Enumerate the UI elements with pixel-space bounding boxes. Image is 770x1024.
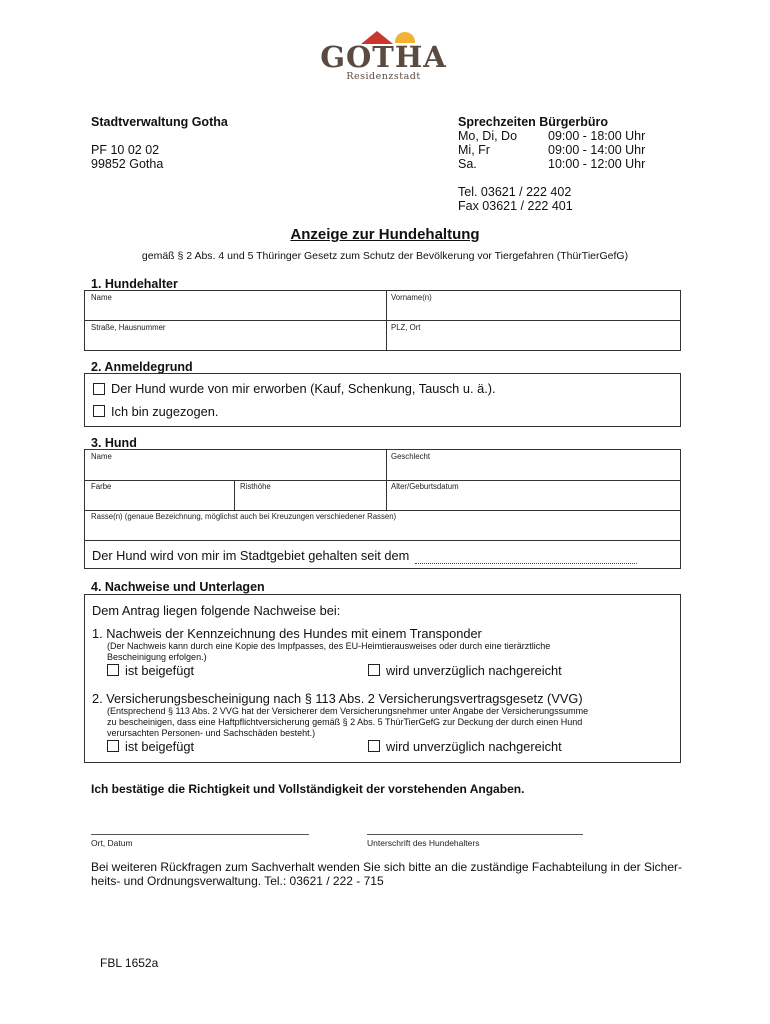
dog-breed-label: Rasse(n) (genaue Bezeichnung, möglichst auch bei Kreuzungen verschiedener Rassen) <box>91 512 397 521</box>
sender-city: 99852 Gotha <box>91 157 164 171</box>
transponder-later-checkbox[interactable] <box>368 664 380 676</box>
fax-number: Fax 03621 / 222 401 <box>458 199 573 213</box>
section-3-heading: 3. Hund <box>91 436 137 450</box>
insurance-attached-checkbox[interactable] <box>107 740 119 752</box>
dog-age-label: Alter/Geburtsdatum <box>391 482 459 491</box>
owner-firstname-label: Vorname(n) <box>391 293 432 302</box>
divider <box>85 480 680 481</box>
acquired-label: Der Hund wurde von mir erworben (Kauf, Schenkung, Tausch u. ä.). <box>111 381 496 396</box>
section-4-heading: 4. Nachweise und Unterlagen <box>91 580 265 594</box>
dog-sex-label: Geschlecht <box>391 452 431 461</box>
insurance-attached-label: ist beigefügt <box>125 739 195 754</box>
since-date-line[interactable] <box>415 563 637 564</box>
owner-street-label: Straße, Hausnummer <box>91 323 166 332</box>
owner-box <box>84 290 681 351</box>
since-label: Der Hund wird von mir im Stadtgebiet gehalten seit dem <box>92 548 410 563</box>
section-1-heading: 1. Hundehalter <box>91 277 178 291</box>
divider <box>85 540 680 541</box>
insurance-title: 2. Versicherungsbescheinigung nach § 113 Abs. 2 Versicherungsvertragsgesetz (VVG) <box>92 691 583 706</box>
footer-line-1: Bei weiteren Rückfragen zum Sachverhalt wenden Sie sich bitte an die zuständige Fachabteilung in der Sicher- <box>91 860 682 874</box>
acquired-checkbox[interactable] <box>93 383 105 395</box>
gotha-logo <box>313 24 454 86</box>
divider <box>85 510 680 511</box>
dog-box <box>84 449 681 569</box>
section-2-heading: 2. Anmeldegrund <box>91 360 193 374</box>
hours-time-2: 09:00 - 14:00 Uhr <box>548 143 646 157</box>
form-title <box>0 226 770 243</box>
transponder-later-label: wird unverzüglich nachgereicht <box>386 663 562 678</box>
reason-box <box>84 373 681 427</box>
dog-height-label: Risthöhe <box>240 482 271 491</box>
footer-line-2: heits- und Ordnungsverwaltung. Tel.: 03621 / 222 - 715 <box>91 874 384 888</box>
dog-name-label: Name <box>91 452 112 461</box>
divider <box>386 291 387 350</box>
documents-box <box>84 594 681 763</box>
divider <box>234 480 235 510</box>
dog-color-label: Farbe <box>91 482 112 491</box>
transponder-attached-label: ist beigefügt <box>125 663 195 678</box>
transponder-title: 1. Nachweis der Kennzeichnung des Hundes mit einem Transponder <box>92 626 482 641</box>
signature-label: Unterschrift des Hundehalters <box>367 838 480 848</box>
insurance-note-3: verursachten Personen- und Sachschäden besteht.) <box>107 728 316 738</box>
hours-days-3: Sa. <box>458 157 477 171</box>
transponder-note-2: Bescheinigung erfolgen.) <box>107 652 207 662</box>
owner-name-label: Name <box>91 293 112 302</box>
hours-time-3: 10:00 - 12:00 Uhr <box>548 157 646 171</box>
logo-subtitle: Residenzstadt <box>346 71 421 82</box>
transponder-note-1: (Der Nachweis kann durch eine Kopie des Impfpasses, des EU-Heimtierausweises oder durch eine tierärztliche <box>107 641 551 651</box>
sender-po-box: PF 10 02 02 <box>91 143 160 157</box>
form-title-text: Anzeige zur Hundehaltung <box>290 226 480 243</box>
insurance-later-checkbox[interactable] <box>368 740 380 752</box>
signature-line[interactable] <box>367 834 583 835</box>
hours-days-1: Mo, Di, Do <box>458 129 518 143</box>
hours-title: Sprechzeiten Bürgerbüro <box>458 115 609 129</box>
confirmation-text: Ich bestätige die Richtigkeit und Vollständigkeit der vorstehenden Angaben. <box>91 782 525 796</box>
phone-number: Tel. 03621 / 222 402 <box>458 185 572 199</box>
owner-zip-city-label: PLZ, Ort <box>391 323 421 332</box>
hours-days-2: Mi, Fr <box>458 143 490 157</box>
place-date-label: Ort, Datum <box>91 838 133 848</box>
hours-time-1: 09:00 - 18:00 Uhr <box>548 129 646 143</box>
form-id: FBL 1652a <box>100 956 159 970</box>
divider <box>85 320 680 321</box>
insurance-note-2: zu bescheinigen, dass eine Haftpflichtversicherung gemäß § 2 Abs. 5 ThürTierGefG zur Deckung der durch einen Hund <box>107 717 583 727</box>
form-subtitle: gemäß § 2 Abs. 4 und 5 Thüringer Gesetz zum Schutz der Bevölkerung vor Tiergefahren (ThürTierGefG) <box>141 250 629 262</box>
moved-checkbox[interactable] <box>93 405 105 417</box>
insurance-note-1: (Entsprechend § 113 Abs. 2 VVG hat der Versicherer dem Versicherungsnehmer unter Angabe der Versicherungssumme <box>107 706 589 716</box>
transponder-attached-checkbox[interactable] <box>107 664 119 676</box>
documents-intro: Dem Antrag liegen folgende Nachweise bei: <box>92 603 341 618</box>
sender-org: Stadtverwaltung Gotha <box>91 115 228 129</box>
place-date-line[interactable] <box>91 834 309 835</box>
divider <box>386 450 387 510</box>
moved-label: Ich bin zugezogen. <box>111 404 219 419</box>
insurance-later-label: wird unverzüglich nachgereicht <box>386 739 562 754</box>
logo-wordmark: GOTHA <box>320 40 447 74</box>
